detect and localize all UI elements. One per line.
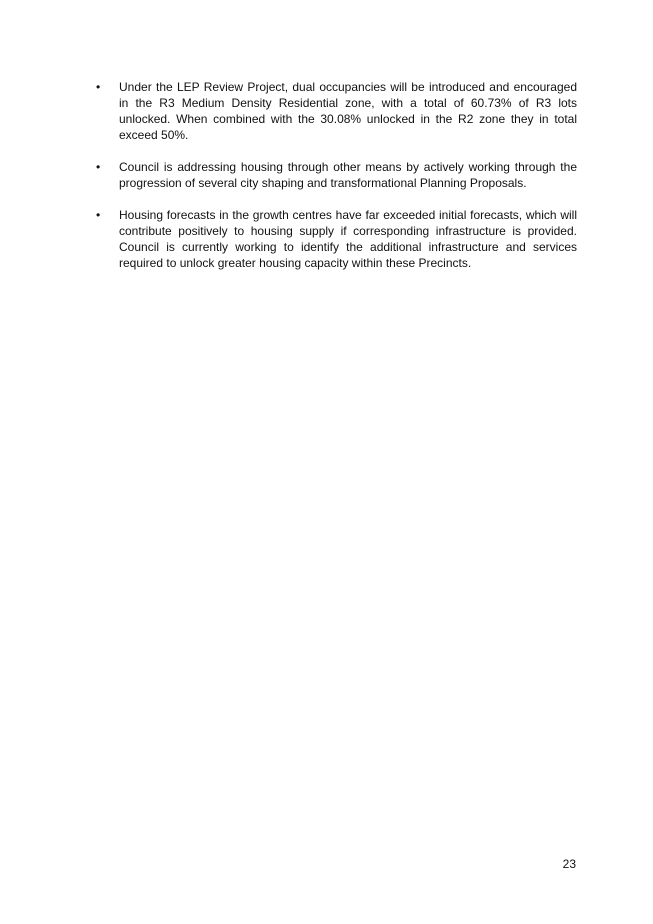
bullet-item-dual-occupancies [96,79,577,143]
bullet-marker: • [96,80,101,94]
bullet-text: Housing forecasts in the growth centres have far exceeded initial forecasts, which will contribute positively to housing supply if corresponding infrastructure is provided. Council is currently working to identify the additional infrastructure and services required to unlock greater housing capacity within these Precincts. [119,208,577,270]
page-number: 23 [562,857,576,871]
bullet-item-housing-forecasts [96,207,577,271]
bullet-item-planning-proposals [96,159,577,191]
bullet-marker: • [96,160,101,174]
bullet-text: Under the LEP Review Project, dual occupancies will be introduced and encouraged in the R3 Medium Density Residential zone, with a total of 60.73% of R3 lots unlocked. When combined with the 30.08% unlocked in the R2 zone they in total exceed 50%. [119,80,577,142]
bullet-marker: • [96,208,101,222]
bullet-text: Council is addressing housing through other means by actively working through the progression of several city shaping and transformational Planning Proposals. [119,160,577,190]
bullet-list [96,79,577,287]
